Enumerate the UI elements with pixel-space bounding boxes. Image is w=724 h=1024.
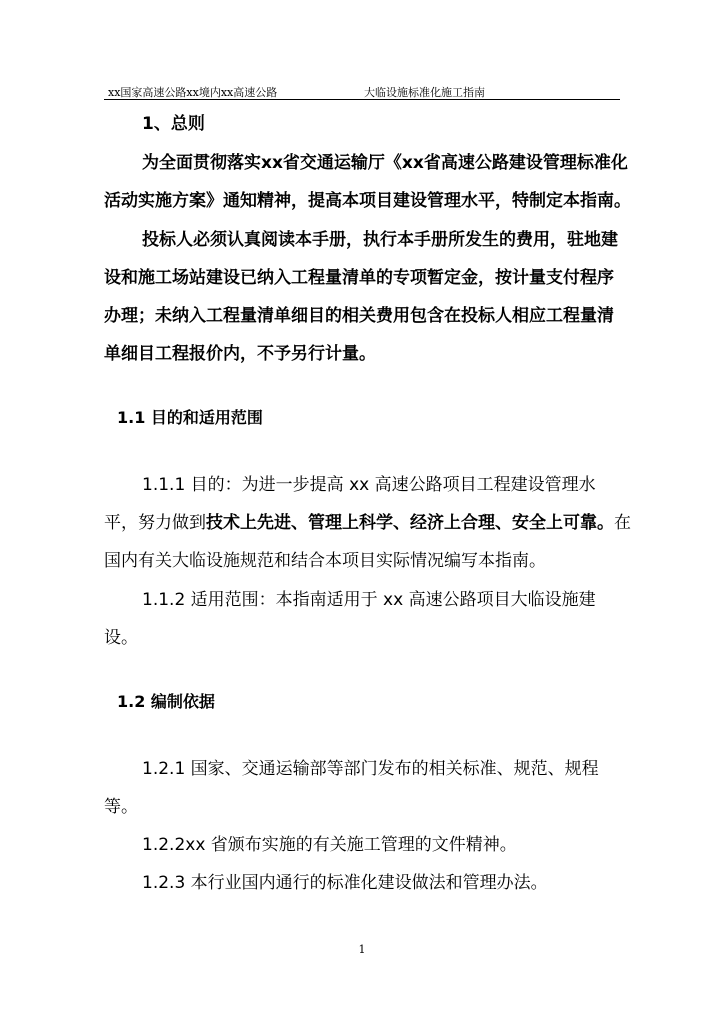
para-1-1-1-line2-start: 平，努力做到	[104, 513, 206, 533]
para-1-1-1-line2-end: 在	[614, 513, 631, 533]
section-1-para1-line2: 活动实施方案》通知精神，提高本项目建设管理水平，特制定本指南。	[104, 191, 631, 211]
para-1-1-1-line3: 国内有关大临设施规范和结合本项目实际情况编写本指南。	[104, 551, 546, 571]
section-1-1-title: 1.1 目的和适用范围	[117, 408, 263, 427]
section-1-para2-line3: 办理；未纳入工程量清单细目的相关费用包含在投标人相应工程量清	[104, 306, 614, 326]
para-1-1-2-line2: 设。	[104, 628, 138, 648]
page-number: 1	[358, 943, 366, 956]
section-1-2-title: 1.2 编制依据	[117, 692, 215, 711]
para-1-1-1-emphasis: 技术上先进、管理上科学、经济上合理、安全上可靠。	[206, 513, 614, 533]
para-1-2-2: 1.2.2xx 省颁布实施的有关施工管理的文件精神。	[142, 835, 517, 855]
section-1-para1-line1: 为全面贯彻落实xx省交通运输厅《xx省高速公路建设管理标准化	[142, 153, 628, 173]
page-header	[104, 83, 620, 100]
header-right-text: 大临设施标准化施工指南	[364, 86, 485, 99]
para-1-2-1-line2: 等。	[104, 797, 138, 817]
para-1-2-3: 1.2.3 本行业国内通行的标准化建设做法和管理办法。	[142, 873, 548, 893]
section-1-title: 1、总则	[142, 114, 205, 134]
section-1-para2-line4: 单细目工程报价内，不予另行计量。	[104, 344, 376, 364]
header-left-text: xx国家高速公路xx境内xx高速公路	[108, 86, 278, 99]
para-1-1-2-line1: 1.1.2 适用范围：本指南适用于 xx 高速公路项目大临设施建	[142, 590, 596, 610]
section-1-para2-line2: 设和施工场站建设已纳入工程量清单的专项暂定金，按计量支付程序	[104, 268, 614, 288]
para-1-1-1-line2	[104, 513, 631, 533]
para-1-2-1-line1: 1.2.1 国家、交通运输部等部门发布的相关标准、规范、规程	[142, 759, 599, 779]
para-1-1-1-line1: 1.1.1 目的：为进一步提高 xx 高速公路项目工程建设管理水	[142, 475, 596, 495]
section-1-para2-line1: 投标人必须认真阅读本手册，执行本手册所发生的费用，驻地建	[142, 230, 618, 250]
